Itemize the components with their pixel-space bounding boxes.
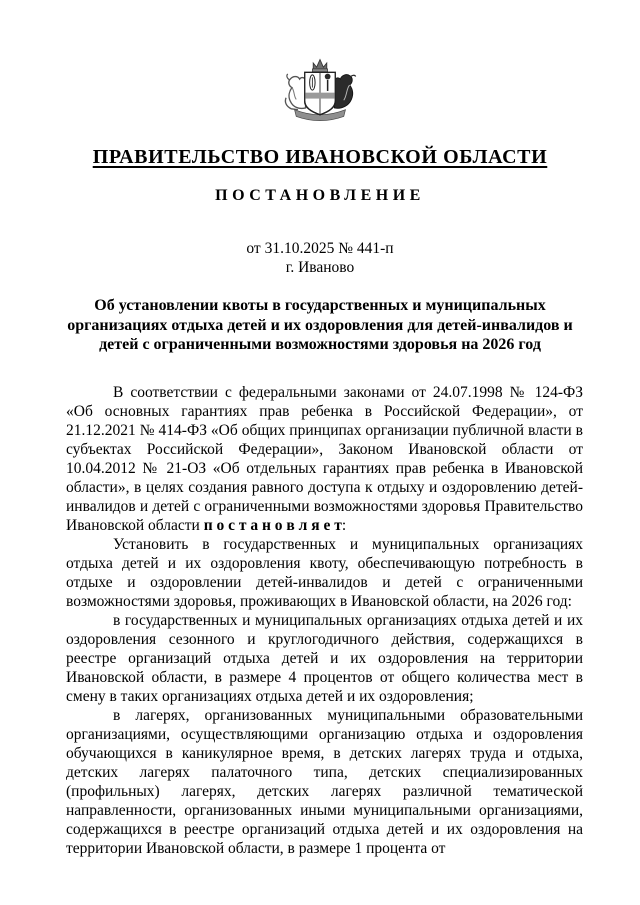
paragraph-legal-basis (66, 383, 583, 535)
paragraph-item-municipal-camps: в лагерях, организованных муниципальными образовательными организациями, осуществляющими организацию отдыха и оздоровления обучающихся в каникулярное время, в детских лагерях труда и отдыха, детских лагерях палаточного типа, детских специализированных (профильных) лагерях, детских лагерях различной тематической направленности, организованных иными муниципальными организациями, содержащихся в реестре организаций отдыха детей и их оздоровления на территории Ивановской области, в размере 1 процента от (66, 706, 583, 857)
document-type-title: ПОСТАНОВЛЕНИЕ (215, 187, 425, 204)
resolves-keyword: п о с т а н о в л я е т (203, 516, 342, 534)
document-subject-heading: Об установлении квоты в государственных и муниципальных организациях отдыха детей и их оздоровления для детей-инвалидов и детей с ограниченными возможностями здоровья на 2026 год (67, 297, 573, 353)
document-body (0, 383, 640, 858)
date-city-block (0, 239, 640, 277)
resolves-colon: : (341, 516, 347, 534)
paragraph-item-seasonal-organizations: в государственных и муниципальных организациях отдыха детей и их оздоровления сезонного и круглогодичного действия, содержащихся в реестре организаций отдыха детей и их оздоровления на территории Ивановской области, в размере 4 процентов от общего количества мест в смену в таких организациях отдыха детей и их оздоровления; (66, 611, 583, 705)
ivanovo-oblast-coat-of-arms-icon (275, 57, 365, 130)
government-name-title: ПРАВИТЕЛЬСТВО ИВАНОВСКОЙ ОБЛАСТИ (92, 146, 548, 168)
paragraph-quota-establishment: Установить в государственных и муниципальных организациях отдыха детей и их оздоровления квоту, обеспечивающую потребность в отдыхе и оздоровлении детей-инвалидов и детей с ограниченными возможностями здоровья, проживающих в Ивановской области, на 2026 год: (66, 535, 583, 610)
document-city: г. Иваново (285, 259, 355, 276)
paragraph-legal-basis-text: В соответствии с федеральными законами от 24.07.1998 № 124-ФЗ «Об основных гарантиях прав ребенка в Российской Федерации», от 21.12.2021 № 414-ФЗ «Об общих принципах организации публичной власти в субъектах Российской Федерации», Законом Ивановской области от 10.04.2012 № 21-ОЗ «Об отдельных гарантиях прав ребенка в Ивановской области», в целях создания равного доступа к отдыху и оздоровлению детей-инвалидов и детей с ограниченными возможностями здоровья Правительство Ивановской области (66, 383, 583, 534)
emblem-container (0, 57, 640, 130)
document-date-number: от 31.10.2025 № 441-п (246, 240, 394, 257)
